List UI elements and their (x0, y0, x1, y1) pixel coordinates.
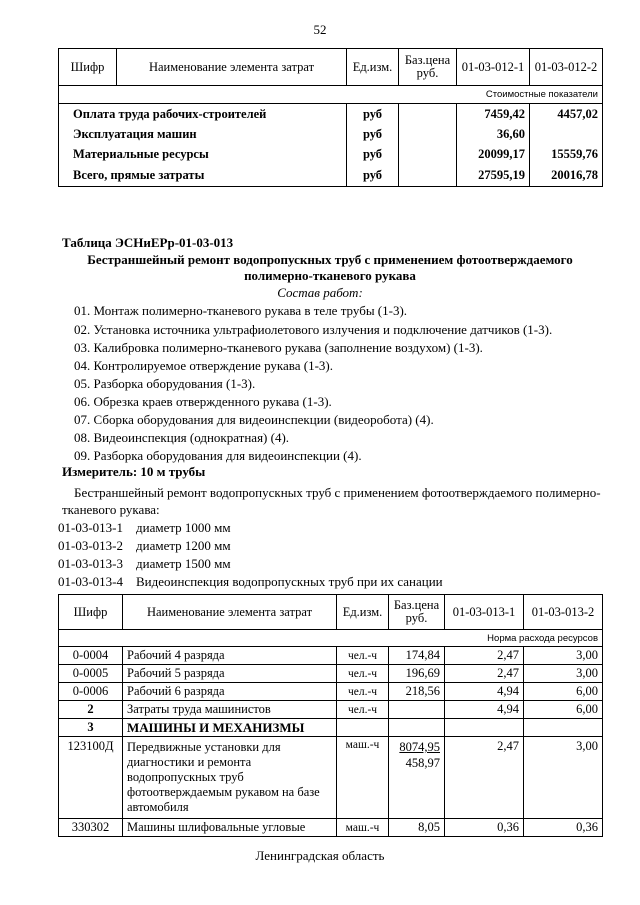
table-row: 0-0005 Рабочий 5 разряда чел.-ч 196,69 2,47 3,00 (59, 665, 603, 683)
table-row: Оплата труда рабочих-строителей руб 7459,42 4457,02 (59, 104, 603, 125)
header-col2: 01-03-012-2 (530, 49, 603, 86)
header-name: Наименование элемента затрат (123, 595, 337, 630)
table-row: Материальные ресурсы руб 20099,17 15559,76 (59, 144, 603, 164)
code-line: 01-03-013-4 Видеоинспекция водопропускных труб при их санации (58, 574, 443, 589)
subheader: Норма расхода ресурсов (59, 630, 603, 647)
work-item: 04. Контролируемое отверждение рукава (1-3). (74, 358, 334, 373)
header-col2: 01-03-013-2 (524, 595, 603, 630)
table-row: Эксплуатация машин руб 36,60 (59, 124, 603, 144)
description: Бестраншейный ремонт водопропускных труб с применением фотоотверждаемого полимерно-тканевого рукава: (62, 485, 601, 517)
table-row: Всего, прямые затраты руб 27595,19 20016,78 (59, 164, 603, 187)
work-item: 08. Видеоинспекция (однократная) (4). (74, 430, 290, 445)
page-footer: Ленинградская область (255, 848, 385, 863)
header-col1: 01-03-012-1 (457, 49, 530, 86)
table-row: 0-0006 Рабочий 6 разряда чел.-ч 218,56 4,94 6,00 (59, 683, 603, 701)
work-item: 01. Монтаж полимерно-тканевого рукава в теле трубы (1-3). (74, 303, 408, 318)
header-code: Шифр (59, 595, 123, 630)
table-row: 2 Затраты труда машинистов чел.-ч 4,94 6,00 (59, 701, 603, 719)
table-row: 330302 Машины шлифовальные угловые маш.-ч 8,05 0,36 0,36 (59, 819, 603, 837)
work-item: 09. Разборка оборудования для видеоинспекции (4). (74, 448, 362, 463)
header-base-price: Баз.цена руб. (399, 49, 457, 86)
table-title: Таблица ЭСНиЕРр-01-03-013 (62, 235, 234, 250)
code-line: 01-03-013-1 диаметр 1000 мм (58, 520, 231, 535)
code-line: 01-03-013-2 диаметр 1200 мм (58, 538, 231, 553)
table-row: 123100Д Передвижные установки для диагностики и ремонта водопропускных труб фотоотверждаемым рукавом на базе автомобиля маш.-ч 8074,95 458,97 2,47 3,00 (59, 737, 603, 819)
header-base-price: Баз.цена руб. (389, 595, 445, 630)
page-number: 52 (313, 22, 327, 37)
work-item: 03. Калибровка полимерно-тканевого рукава (заполнение воздухом) (1-3). (74, 340, 483, 355)
subheader: Стоимостные показатели (59, 86, 603, 104)
work-item: 05. Разборка оборудования (1-3). (74, 376, 256, 391)
header-unit: Ед.изм. (347, 49, 399, 86)
meter: Измеритель: 10 м трубы (62, 464, 206, 479)
work-item: 06. Обрезка краев отвержденного рукава (1-3). (74, 394, 332, 409)
header-code: Шифр (59, 49, 117, 86)
table-heading: Бестраншейный ремонт водопропускных труб с применением фотоотверждаемого полимерно-тканевого рукава (87, 252, 573, 283)
header-col1: 01-03-013-1 (445, 595, 524, 630)
section-row: 3 МАШИНЫ И МЕХАНИЗМЫ (59, 719, 603, 737)
code-line: 01-03-013-3 диаметр 1500 мм (58, 556, 231, 571)
price-value: 8074,95 (399, 740, 440, 754)
price-value-2: 458,97 (405, 756, 440, 770)
header-name: Наименование элемента затрат (117, 49, 347, 86)
work-item: 02. Установка источника ультрафиолетового излучения и подключение датчиков (1-3). (74, 322, 553, 337)
header-unit: Ед.изм. (337, 595, 389, 630)
cost-table (58, 48, 603, 187)
works-title: Состав работ: (277, 285, 363, 300)
resources-table (58, 594, 603, 837)
work-item: 07. Сборка оборудования для видеоинспекции (видеоробота) (4). (74, 412, 434, 427)
table-row: 0-0004 Рабочий 4 разряда чел.-ч 174,84 2,47 3,00 (59, 647, 603, 665)
